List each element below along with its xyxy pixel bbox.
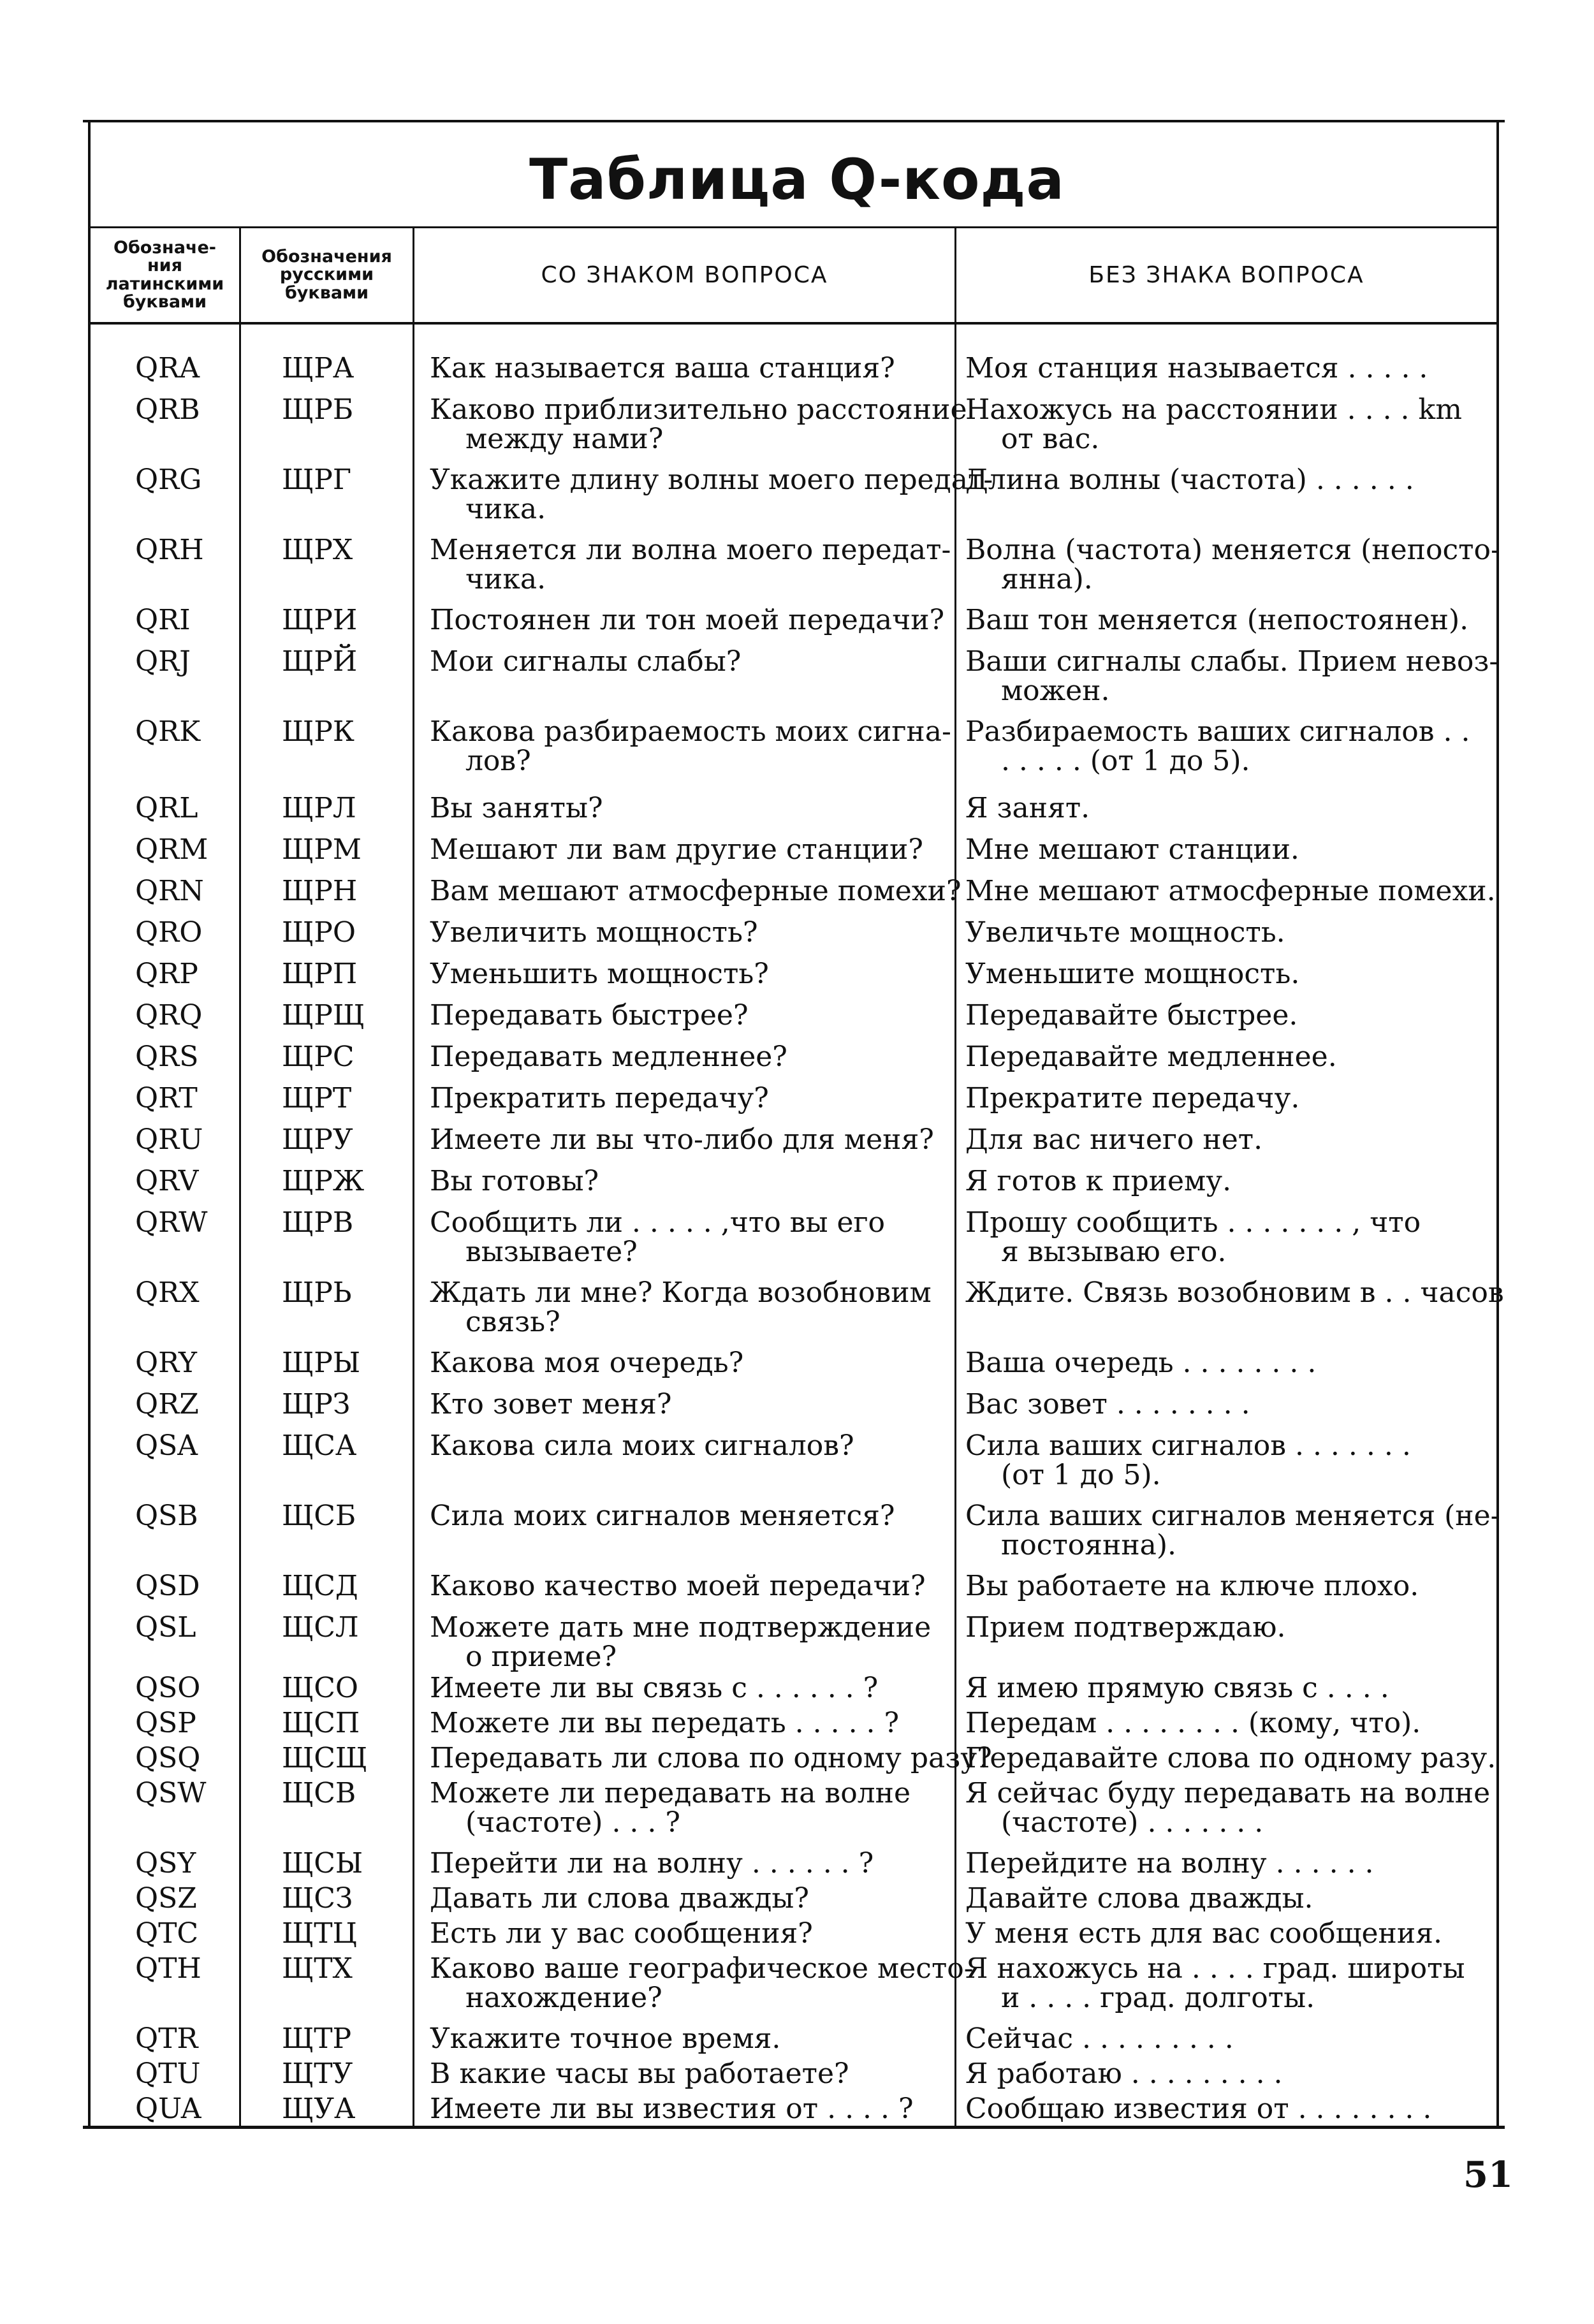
question-text: Передавать медленнее? (430, 1041, 787, 1073)
russian-code: ЩРП (282, 958, 358, 990)
answer-text: Передавайте быстрее. (965, 999, 1298, 1032)
russian-code: ЩСП (282, 1707, 360, 1739)
latin-code: QRB (135, 393, 200, 426)
answer-text: Мне мешают станции. (965, 833, 1299, 866)
question-text: Укажите точное время. (430, 2022, 781, 2055)
answer-text: Ваш тон меняется (непостоянен). (965, 604, 1469, 636)
answer-text: Передавайте слова по одному разу. (965, 1742, 1496, 1774)
latin-code: QRV (135, 1165, 199, 1197)
latin-code: QRH (135, 534, 204, 566)
answer-text: Длина волны (частота) . . . . . . (965, 464, 1414, 496)
question-text: Есть ли у вас сообщения? (430, 1917, 813, 1950)
answer-text: Прием подтверждаю. (965, 1611, 1286, 1644)
question-text: Имеете ли вы известия от . . . . ? (430, 2093, 914, 2125)
header-latin: Обозначе- ния латинскими буквами (105, 237, 224, 312)
question-text: В какие часы вы работаете? (430, 2057, 849, 2090)
russian-code: ЩРЩ (282, 999, 365, 1032)
answer-text: Передам . . . . . . . . (кому, что). (965, 1707, 1421, 1739)
russian-code: ЩРМ (282, 833, 362, 866)
answer-text: Я сейчас буду передавать на волне (частоте) . . . . . . . (965, 1777, 1491, 1839)
latin-code: QTC (135, 1917, 199, 1950)
latin-code: QRP (135, 958, 198, 990)
answer-text: Вы работаете на ключе плохо. (965, 1570, 1419, 1602)
answer-text: Сила ваших сигналов меняется (не- постоянна). (965, 1500, 1500, 1561)
latin-code: QRQ (135, 999, 203, 1032)
answer-text: Мне мешают атмосферные помехи. (965, 875, 1496, 907)
latin-code: QRS (135, 1041, 199, 1073)
latin-code: QSB (135, 1500, 198, 1532)
latin-code: QRI (135, 604, 191, 636)
question-text: Мешают ли вам другие станции? (430, 833, 923, 866)
russian-code: ЩРЙ (282, 645, 358, 678)
latin-code: QSZ (135, 1882, 197, 1915)
latin-code: QTR (135, 2022, 198, 2055)
russian-code: ЩСА (282, 1429, 357, 1462)
question-text: Давать ли слова дважды? (430, 1882, 809, 1915)
answer-text: Моя станция называется . . . . . (965, 352, 1428, 384)
latin-code: QUA (135, 2093, 201, 2125)
russian-code: ЩРН (282, 875, 358, 907)
answer-text: Для вас ничего нет. (965, 1123, 1263, 1156)
question-text: Мои сигналы слабы? (430, 645, 742, 678)
latin-code: QRN (135, 875, 204, 907)
latin-code: QTU (135, 2057, 201, 2090)
answer-text: Я работаю . . . . . . . . . (965, 2057, 1283, 2090)
russian-code: ЩРИ (282, 604, 358, 636)
russian-code: ЩСЫ (282, 1847, 363, 1880)
question-text: Прекратить передачу? (430, 1082, 769, 1114)
latin-code: QRZ (135, 1388, 199, 1421)
answer-text: Ваши сигналы слабы. Прием невоз- можен. (965, 645, 1499, 707)
question-text: Ждать ли мне? Когда возобновим связь? (430, 1276, 932, 1338)
russian-code: ЩРЛ (282, 792, 356, 824)
latin-code: QSO (135, 1672, 201, 1704)
question-text: Кто зовет меня? (430, 1388, 672, 1421)
question-text: Каково ваше географическое место- нахождение? (430, 1952, 974, 2014)
russian-code: ЩРЬ (282, 1276, 352, 1309)
question-text: Как называется ваша станция? (430, 352, 895, 384)
russian-code: ЩРЫ (282, 1347, 361, 1379)
answer-text: Давайте слова дважды. (965, 1882, 1313, 1915)
question-text: Каково приблизительно расстояние между нами? (430, 393, 967, 455)
header-with-question: СО ЗНАКОМ ВОПРОСА (541, 262, 828, 288)
latin-code: QRK (135, 715, 201, 748)
russian-code: ЩСЗ (282, 1882, 353, 1915)
russian-code: ЩСЛ (282, 1611, 359, 1644)
russian-code: ЩТХ (282, 1952, 353, 1985)
question-text: Укажите длину волны моего передат- чика. (430, 464, 993, 525)
latin-code: QSY (135, 1847, 196, 1880)
question-text: Можете ли вы передать . . . . . ? (430, 1707, 900, 1739)
answer-text: Прошу сообщить . . . . . . . , что я вызываю его. (965, 1206, 1421, 1268)
answer-text: Сообщаю известия от . . . . . . . . (965, 2093, 1432, 2125)
russian-code: ЩСО (282, 1672, 358, 1704)
top-rule (83, 120, 1505, 122)
question-text: Передавать ли слова по одному разу? (430, 1742, 992, 1774)
answer-text: Сейчас . . . . . . . . . (965, 2022, 1234, 2055)
question-text: Постоянен ли тон моей передачи? (430, 604, 945, 636)
bottom-rule (83, 2126, 1505, 2129)
header-without-question: БЕЗ ЗНАКА ВОПРОСА (1088, 262, 1364, 288)
answer-text: Разбираемость ваших сигналов . . . . . . . (от 1 до 5). (965, 715, 1470, 777)
latin-code: QSD (135, 1570, 200, 1602)
latin-code: QRY (135, 1347, 197, 1379)
russian-code: ЩРК (282, 715, 355, 748)
russian-code: ЩТЦ (282, 1917, 357, 1950)
answer-text: Увеличьте мощность. (965, 916, 1285, 949)
russian-code: ЩРА (282, 352, 355, 384)
question-text: Можете дать мне подтверждение о приеме? (430, 1611, 932, 1673)
answer-text: Уменьшите мощность. (965, 958, 1300, 990)
latin-code: QSP (135, 1707, 196, 1739)
question-text: Увеличить мощность? (430, 916, 758, 949)
page-number: 51 (1463, 2154, 1513, 2196)
russian-code: ЩРО (282, 916, 356, 949)
answer-text: Передавайте медленнее. (965, 1041, 1337, 1073)
question-text: Вы заняты? (430, 792, 603, 824)
russian-code: ЩСД (282, 1570, 358, 1602)
header-russian: Обозначения русскими буквами (261, 246, 392, 303)
russian-code: ЩРГ (282, 464, 351, 496)
answer-text: Вас зовет . . . . . . . . (965, 1388, 1250, 1421)
answer-text: Я имею прямую связь с . . . . (965, 1672, 1389, 1704)
russian-code: ЩРТ (282, 1082, 352, 1114)
answer-text: Я занят. (965, 792, 1090, 824)
answer-text: Нахожусь на расстоянии . . . . km от вас. (965, 393, 1462, 455)
latin-code: QRA (135, 352, 200, 384)
question-text: Какова разбираемость моих сигна- лов? (430, 715, 951, 777)
question-text: Какова сила моих сигналов? (430, 1429, 854, 1462)
latin-code: QTH (135, 1952, 201, 1985)
latin-code: QSL (135, 1611, 196, 1644)
russian-code: ЩТР (282, 2022, 352, 2055)
russian-code: ЩРЖ (282, 1165, 365, 1197)
question-text: Передавать быстрее? (430, 999, 749, 1032)
answer-text: Волна (частота) меняется (непосто- янна). (965, 534, 1500, 596)
question-text: Перейти ли на волну . . . . . . ? (430, 1847, 874, 1880)
latin-code: QRL (135, 792, 198, 824)
russian-code: ЩРХ (282, 534, 353, 566)
question-text: Меняется ли волна моего передат- чика. (430, 534, 951, 596)
russian-code: ЩСВ (282, 1777, 356, 1809)
question-text: Какова моя очередь? (430, 1347, 744, 1379)
answer-text: Перейдите на волну . . . . . . (965, 1847, 1374, 1880)
question-text: Сила моих сигналов меняется? (430, 1500, 895, 1532)
latin-code: QRJ (135, 645, 191, 678)
answer-text: Сила ваших сигналов . . . . . . . (от 1 до 5). (965, 1429, 1411, 1491)
answer-text: Ваша очередь . . . . . . . . (965, 1347, 1317, 1379)
question-text: Имеете ли вы связь с . . . . . . ? (430, 1672, 879, 1704)
latin-code: QRG (135, 464, 202, 496)
latin-code: QRM (135, 833, 208, 866)
latin-code: QRT (135, 1082, 198, 1114)
russian-code: ЩРС (282, 1041, 355, 1073)
question-text: Вы готовы? (430, 1165, 599, 1197)
latin-code: QSW (135, 1777, 207, 1809)
question-text: Можете ли передавать на волне (частоте) . . . ? (430, 1777, 910, 1839)
russian-code: ЩУА (282, 2093, 356, 2125)
answer-text: Я готов к приему. (965, 1165, 1232, 1197)
header-bottom-rule (91, 322, 1496, 325)
question-text: Имеете ли вы что-либо для меня? (430, 1123, 934, 1156)
latin-code: QRO (135, 916, 203, 949)
latin-code: QSA (135, 1429, 198, 1462)
russian-code: ЩРБ (282, 393, 354, 426)
russian-code: ЩРУ (282, 1123, 353, 1156)
latin-code: QRW (135, 1206, 208, 1239)
russian-code: ЩРВ (282, 1206, 354, 1239)
latin-code: QSQ (135, 1742, 201, 1774)
question-text: Вам мешают атмосферные помехи? (430, 875, 962, 907)
latin-code: QRX (135, 1276, 200, 1309)
question-text: Сообщить ли . . . . . ,что вы его вызываете? (430, 1206, 886, 1268)
russian-code: ЩРЗ (282, 1388, 351, 1421)
answer-text: У меня есть для вас сообщения. (965, 1917, 1442, 1950)
latin-code: QRU (135, 1123, 203, 1156)
russian-code: ЩТУ (282, 2057, 353, 2090)
russian-code: ЩСБ (282, 1500, 356, 1532)
answer-text: Ждите. Связь возобновим в . . часов (965, 1276, 1504, 1309)
page-title: Таблица Q-кода (529, 147, 1065, 212)
answer-text: Прекратите передачу. (965, 1082, 1300, 1114)
question-text: Каково качество моей передачи? (430, 1570, 926, 1602)
question-text: Уменьшить мощность? (430, 958, 769, 990)
answer-text: Я нахожусь на . . . . град. широты и . . . . град. долготы. (965, 1952, 1465, 2014)
russian-code: ЩСЩ (282, 1742, 368, 1774)
